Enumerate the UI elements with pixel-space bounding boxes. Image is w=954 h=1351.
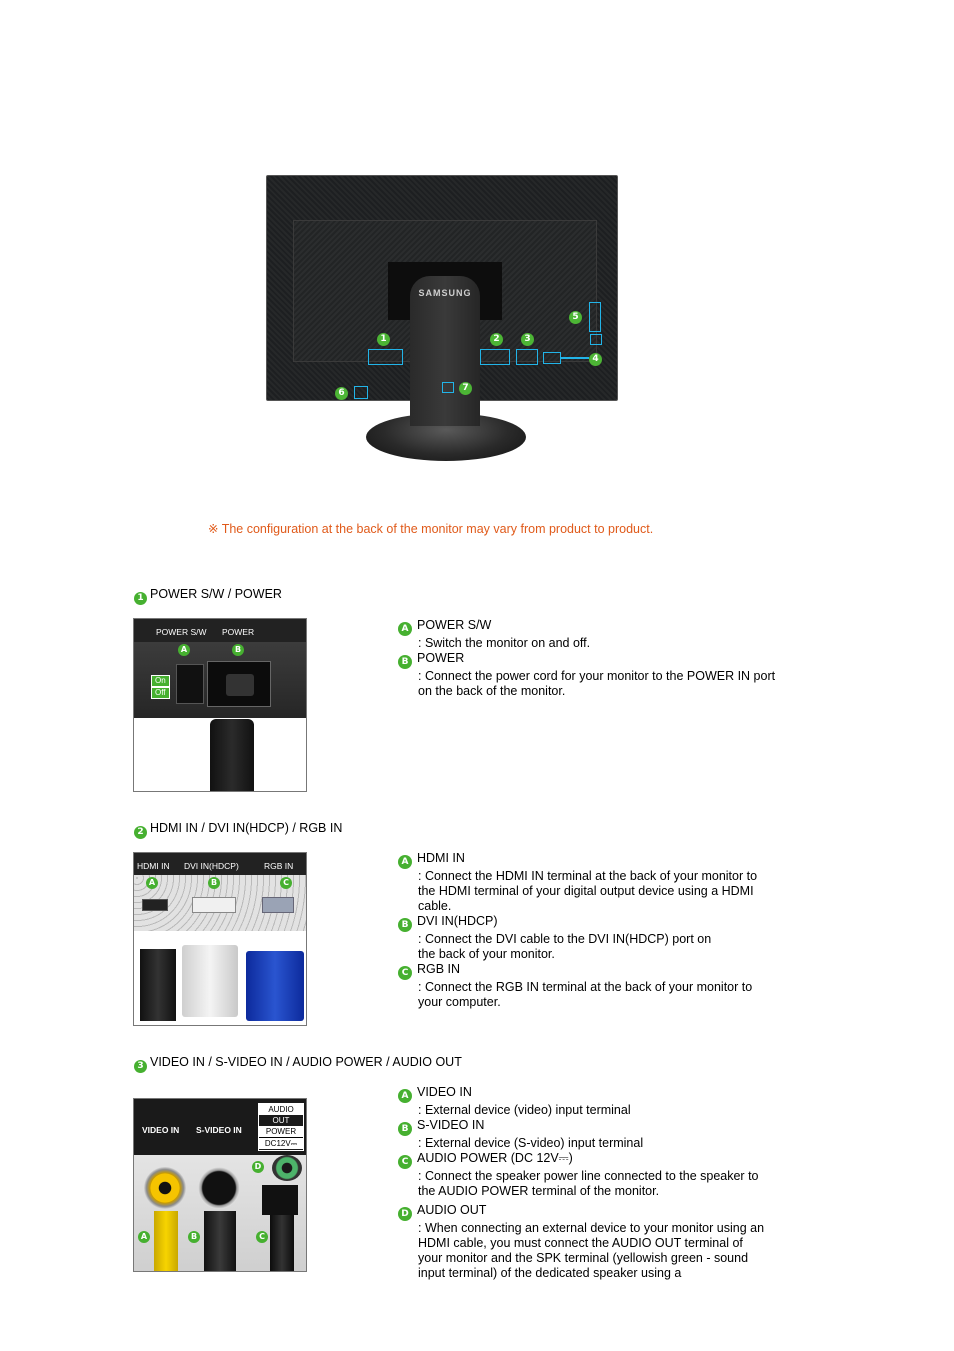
brand-logo: SAMSUNG bbox=[418, 288, 472, 298]
desc-item-hdmi-in bbox=[398, 851, 778, 914]
photo-pin-c: C bbox=[256, 1231, 268, 1243]
s-video-in-port bbox=[198, 1167, 240, 1209]
configuration-note: ※ The configuration at the back of the monitor may vary from product to product. bbox=[208, 522, 654, 536]
letter-badge-c: C bbox=[398, 1155, 412, 1169]
marker-1: 1 bbox=[377, 333, 390, 346]
label-power: POWER bbox=[222, 627, 255, 637]
video-in-port bbox=[144, 1167, 186, 1209]
label-hdmi-in: HDMI IN bbox=[137, 861, 170, 871]
label-out: OUT bbox=[272, 1116, 290, 1125]
marker-2: 2 bbox=[490, 333, 503, 346]
label-on: On bbox=[151, 675, 170, 687]
item-text: : Connect the DVI cable to the DVI IN(HDCP) port on the back of your monitor. bbox=[418, 932, 712, 961]
port-highlight-6 bbox=[354, 386, 368, 399]
item-text: : External device (video) input terminal bbox=[418, 1103, 631, 1117]
photo-video-input-ports bbox=[133, 852, 307, 1026]
s-video-cable bbox=[204, 1211, 236, 1272]
item-text: : Connect the HDMI IN terminal at the back of your monitor to the HDMI terminal of your digital output device using a HDMI cable. bbox=[418, 869, 758, 913]
label-audio: AUDIO bbox=[259, 1104, 303, 1115]
rgb-port bbox=[262, 897, 294, 913]
letter-badge-b: B bbox=[398, 918, 412, 932]
item-title: AUDIO POWER (DC 12V⎓) bbox=[417, 1151, 573, 1165]
label-s-video-in: S-VIDEO IN bbox=[196, 1125, 242, 1135]
letter-badge-a: A bbox=[398, 855, 412, 869]
video-cable bbox=[154, 1211, 178, 1272]
port-highlight-4 bbox=[590, 334, 602, 345]
item-text: : Connect the power cord for your monitor to the POWER IN port on the back of the monitor. bbox=[418, 669, 776, 698]
item-text: : External device (S-video) input terminal bbox=[418, 1136, 644, 1150]
section-number-badge: 1 bbox=[134, 592, 147, 605]
dvi-port bbox=[192, 897, 236, 913]
photo-pin-b: B bbox=[188, 1231, 200, 1243]
desc-item-rgb-in bbox=[398, 962, 778, 1010]
audio-out-port bbox=[272, 1155, 302, 1181]
desc-item-power-sw bbox=[398, 618, 778, 651]
section-title-av bbox=[134, 1055, 462, 1073]
label-power-sw: POWER S/W bbox=[156, 627, 207, 637]
section-title-power bbox=[134, 587, 282, 605]
section-title-text: VIDEO IN / S-VIDEO IN / AUDIO POWER / AUDIO OUT bbox=[150, 1055, 462, 1069]
section-title-text: HDMI IN / DVI IN(HDCP) / RGB IN bbox=[150, 821, 343, 835]
marker-4: 4 bbox=[589, 353, 602, 366]
port-highlight-2 bbox=[480, 349, 510, 365]
section-2-descriptions bbox=[398, 851, 778, 1010]
marker-7: 7 bbox=[459, 382, 472, 395]
label-rgb-in: RGB IN bbox=[264, 861, 294, 871]
marker-5: 5 bbox=[569, 311, 582, 324]
item-title: POWER bbox=[417, 651, 465, 665]
section-number-badge: 3 bbox=[134, 1060, 147, 1073]
item-text: : Connect the RGB IN terminal at the back of your monitor to your computer. bbox=[418, 980, 753, 1009]
rgb-cable bbox=[246, 951, 304, 1021]
item-text: : Switch the monitor on and off. bbox=[418, 636, 591, 650]
item-title: RGB IN bbox=[417, 962, 461, 976]
item-title: POWER S/W bbox=[417, 618, 492, 632]
letter-badge-d: D bbox=[398, 1207, 412, 1221]
photo-power-ports bbox=[133, 618, 307, 792]
label-dvi-in: DVI IN(HDCP) bbox=[184, 861, 239, 871]
photo-pin-a: A bbox=[138, 1231, 150, 1243]
port-highlight-1 bbox=[368, 349, 403, 365]
power-switch bbox=[176, 664, 204, 704]
item-title: DVI IN(HDCP) bbox=[417, 914, 498, 928]
letter-badge-a: A bbox=[398, 1089, 412, 1103]
connector-line bbox=[561, 357, 589, 359]
port-label-strip bbox=[134, 619, 306, 642]
desc-item-power bbox=[398, 651, 778, 699]
item-title: VIDEO IN bbox=[417, 1085, 472, 1099]
section-1-descriptions bbox=[398, 618, 778, 699]
power-cable bbox=[270, 1215, 294, 1272]
item-title: HDMI IN bbox=[417, 851, 465, 865]
photo-pin-b: B bbox=[232, 644, 244, 656]
marker-6: 6 bbox=[335, 387, 348, 400]
port-highlight-3b bbox=[543, 352, 561, 364]
section-title-text: POWER S/W / POWER bbox=[150, 587, 282, 601]
desc-item-audio-out bbox=[398, 1203, 778, 1281]
port-highlight-7 bbox=[442, 382, 454, 393]
audio-label-box bbox=[258, 1103, 304, 1151]
marker-3: 3 bbox=[521, 333, 534, 346]
hdmi-port bbox=[142, 899, 168, 911]
desc-item-video-in bbox=[398, 1085, 778, 1118]
section-number-badge: 2 bbox=[134, 826, 147, 839]
letter-badge-a: A bbox=[398, 622, 412, 636]
label-power: POWER bbox=[259, 1126, 303, 1137]
port-highlight-3 bbox=[516, 349, 538, 365]
item-text: : Connect the speaker power line connected to the speaker to the AUDIO POWER terminal of the monitor. bbox=[418, 1169, 759, 1198]
letter-badge-b: B bbox=[398, 655, 412, 669]
letter-badge-b: B bbox=[398, 1122, 412, 1136]
monitor-stand-neck bbox=[410, 276, 480, 426]
label-off: Off bbox=[151, 687, 170, 699]
item-text: : When connecting an external device to your monitor using an HDMI cable, you must connect the AUDIO OUT terminal of your monitor and the SPK terminal (yellowish green - sound input terminal) of the dedicated speaker using a bbox=[418, 1221, 765, 1280]
item-title: S-VIDEO IN bbox=[417, 1118, 485, 1132]
photo-pin-a: A bbox=[178, 644, 190, 656]
photo-pin-c: C bbox=[280, 877, 292, 889]
power-cord-plug bbox=[210, 719, 254, 792]
port-highlight-5 bbox=[589, 302, 601, 332]
label-dc12v: DC12V⎓ bbox=[259, 1137, 303, 1149]
desc-item-dvi-in bbox=[398, 914, 778, 962]
audio-power-port bbox=[262, 1185, 298, 1215]
desc-item-audio-power bbox=[398, 1151, 778, 1199]
section-3-descriptions bbox=[398, 1085, 778, 1281]
dvi-cable bbox=[182, 945, 238, 1017]
item-title: AUDIO OUT bbox=[417, 1203, 487, 1217]
photo-pin-a: A bbox=[146, 877, 158, 889]
letter-badge-c: C bbox=[398, 966, 412, 980]
hdmi-cable bbox=[140, 949, 176, 1021]
label-video-in: VIDEO IN bbox=[142, 1125, 180, 1135]
photo-pin-b: B bbox=[208, 877, 220, 889]
photo-pin-d: D bbox=[252, 1161, 264, 1173]
section-title-video-inputs bbox=[134, 821, 342, 839]
port-label-strip bbox=[134, 853, 306, 875]
power-socket-pins bbox=[226, 674, 254, 696]
desc-item-s-video-in bbox=[398, 1118, 778, 1151]
photo-av-ports bbox=[133, 1098, 307, 1272]
